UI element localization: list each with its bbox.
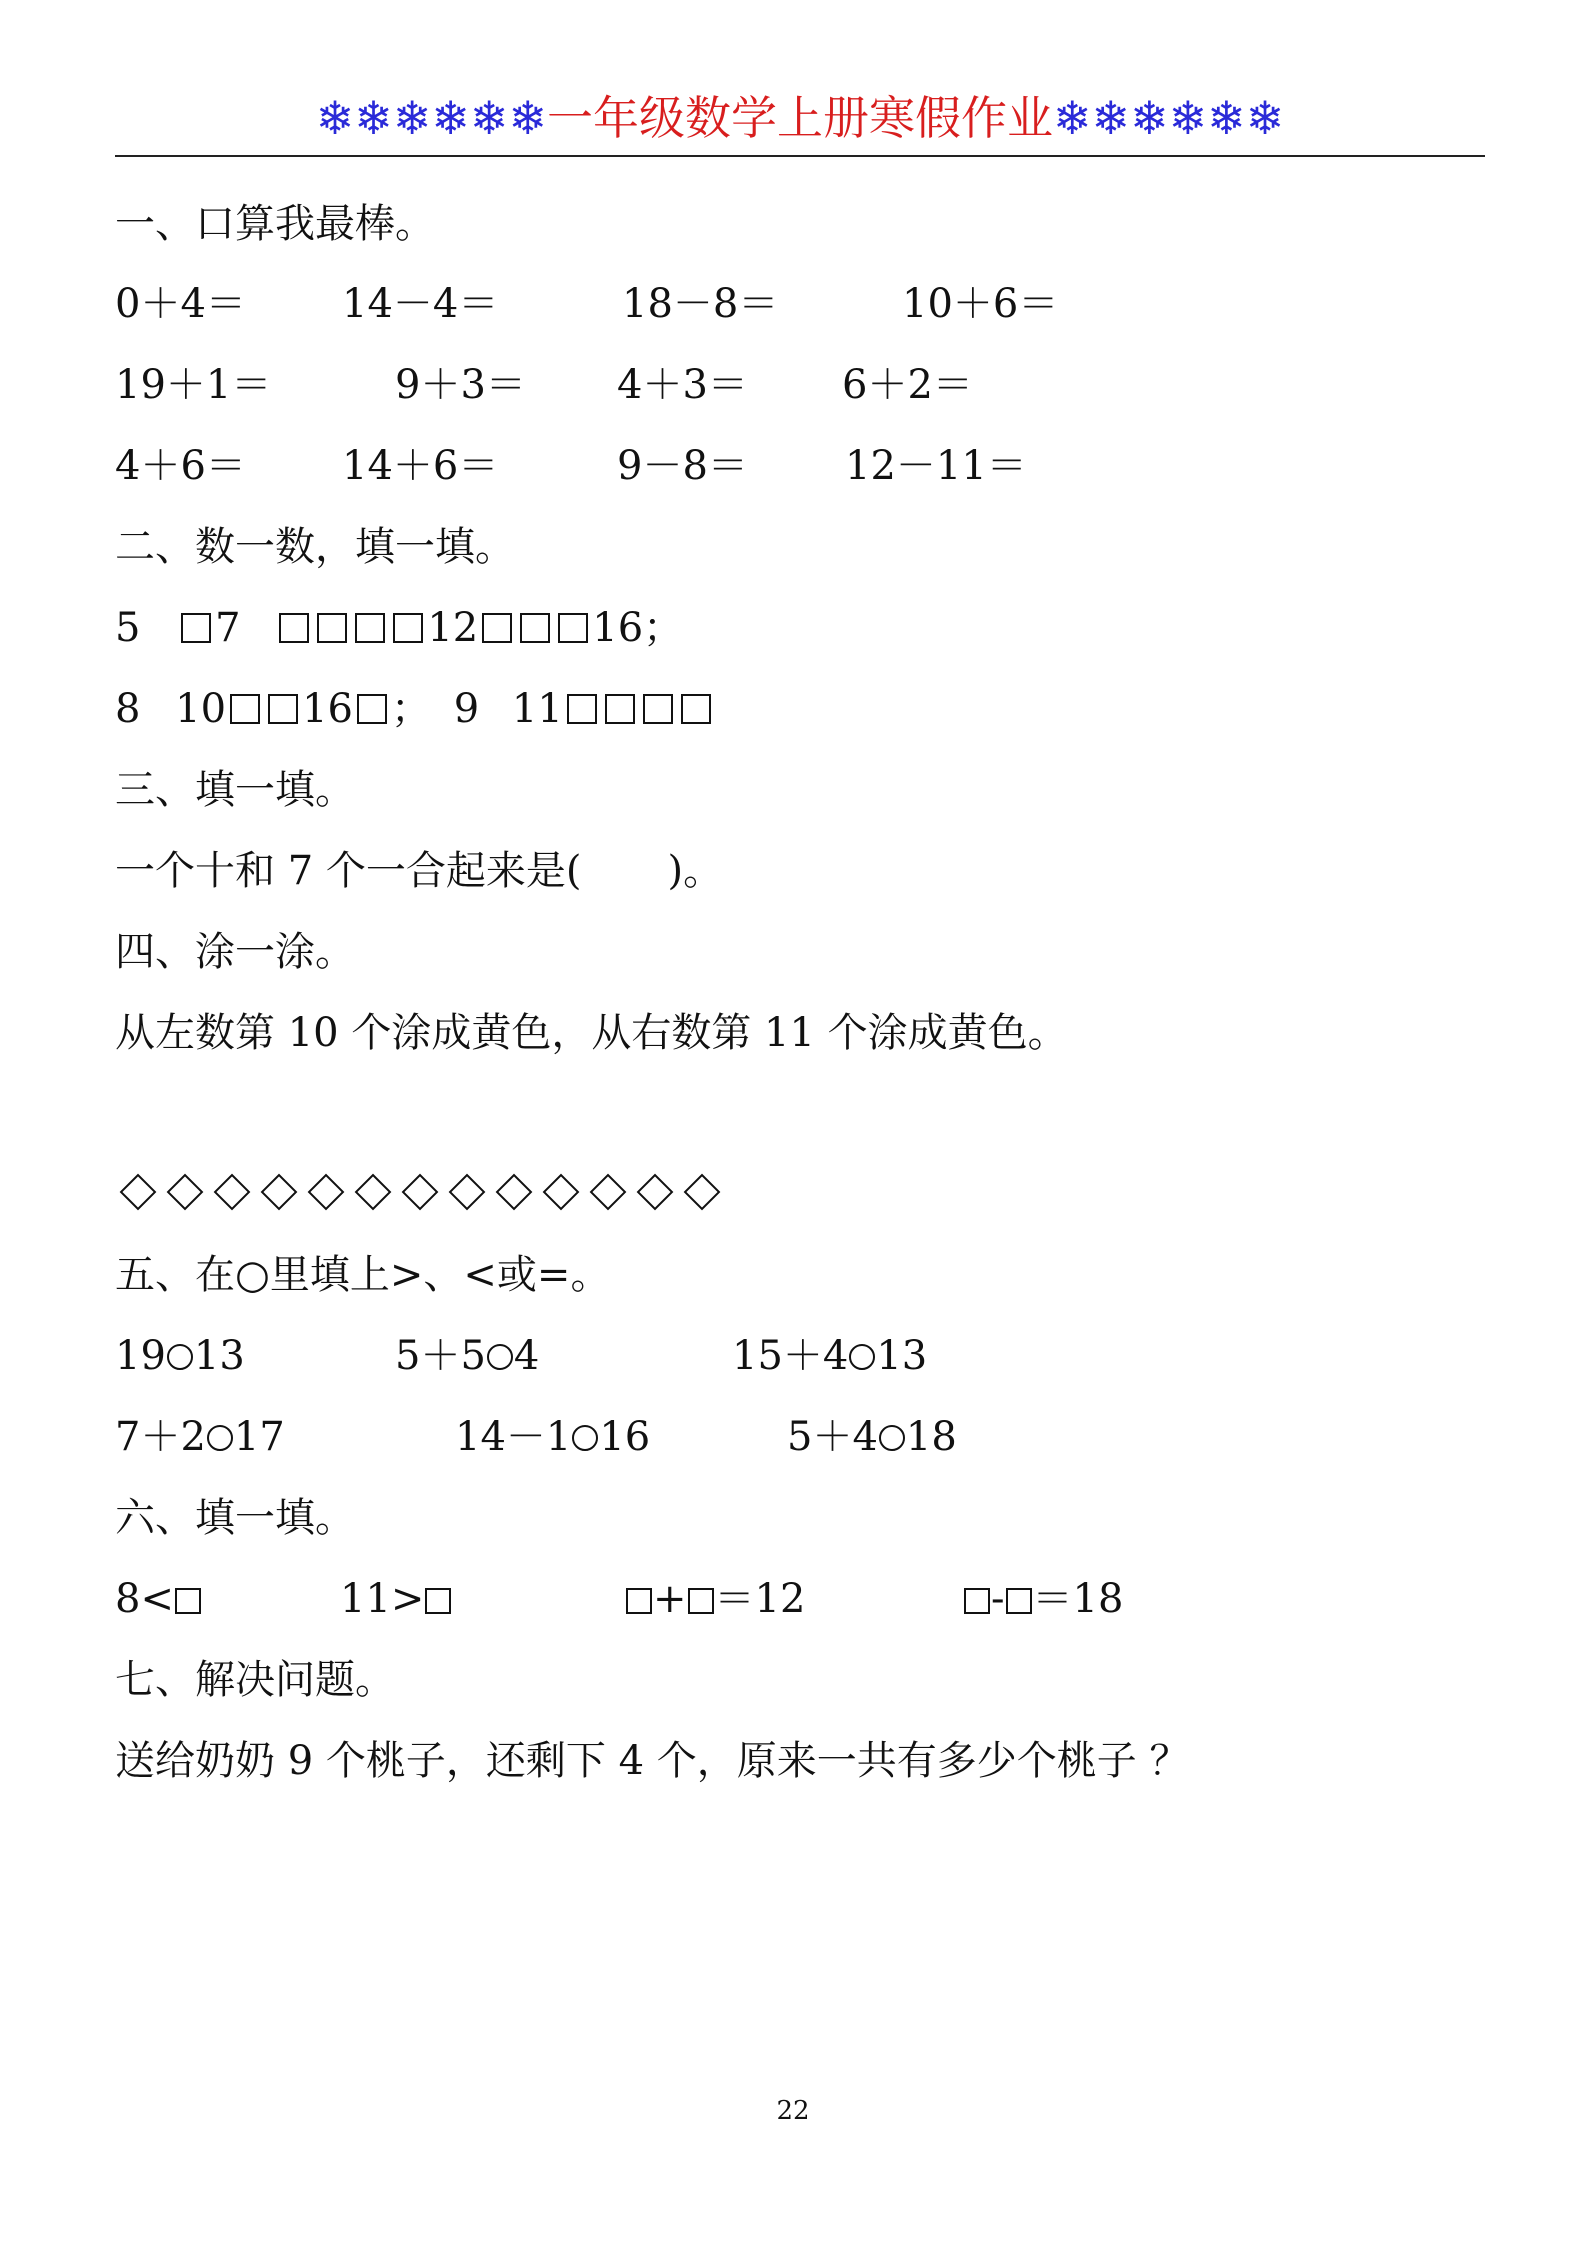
header-divider (115, 155, 1485, 157)
fill-operator: + (653, 1576, 687, 1622)
fill-operator: - (991, 1576, 1005, 1622)
mental-math-item: 12－11＝ (845, 443, 1027, 489)
diamond-shape[interactable] (120, 1174, 157, 1211)
section3-heading: 三、填一填。 (115, 767, 355, 813)
compare-item (455, 1409, 650, 1465)
compare-left: 15＋4 (732, 1333, 849, 1379)
section6-heading: 六、填一填。 (115, 1495, 355, 1541)
compare-circle[interactable] (572, 1425, 598, 1451)
compare-item (395, 1328, 539, 1384)
sentence-suffix: )。 (667, 848, 724, 894)
compare-circle[interactable] (487, 1344, 513, 1370)
compare-right: 4 (513, 1333, 540, 1379)
sequence-number: 11 (511, 686, 563, 732)
compare-right: 18 (905, 1414, 957, 1460)
fill-item (625, 1571, 805, 1627)
mental-math-item: 14＋6＝ (342, 443, 499, 489)
answer-box[interactable] (643, 694, 673, 724)
answer-box[interactable] (357, 694, 387, 724)
section4-heading: 四、涂一涂。 (115, 929, 355, 975)
fill-in-sentence (115, 843, 723, 899)
mental-math-item: 9－8＝ (617, 443, 748, 489)
answer-box[interactable] (558, 613, 588, 643)
answer-box[interactable] (605, 694, 635, 724)
sequence-number: 16； (592, 605, 684, 651)
answer-box[interactable] (964, 1588, 990, 1614)
answer-box[interactable] (317, 613, 347, 643)
worksheet-title: 一年级数学上册寒假作业 (547, 91, 1053, 145)
compare-item (115, 1328, 245, 1384)
answer-box[interactable] (567, 694, 597, 724)
compare-left: 7＋2 (115, 1414, 206, 1460)
mental-math-item: 14－4＝ (342, 281, 499, 327)
compare-left: 19 (115, 1333, 166, 1379)
fill-item (115, 1571, 202, 1627)
compare-left: 5＋4 (787, 1414, 878, 1460)
counting-sequence-row-2 (115, 681, 715, 737)
compare-item (787, 1409, 957, 1465)
sequence-number: 8 (115, 686, 141, 732)
section1-heading: 一、口算我最棒。 (115, 201, 435, 247)
answer-box[interactable] (181, 613, 211, 643)
sequence-number: 16 (302, 686, 353, 732)
answer-box[interactable] (626, 1588, 652, 1614)
section2-heading: 二、数一数，填一填。 (115, 524, 515, 570)
diamond-shape[interactable] (684, 1174, 721, 1211)
compare-right: 13 (193, 1333, 245, 1379)
diamond-shape[interactable] (214, 1174, 251, 1211)
answer-box[interactable] (393, 613, 423, 643)
mental-math-item: 19＋1＝ (115, 362, 272, 408)
compare-left: 5＋5 (395, 1333, 486, 1379)
answer-box[interactable] (425, 1588, 451, 1614)
diamond-shape[interactable] (261, 1174, 298, 1211)
answer-box[interactable] (520, 613, 550, 643)
diamond-shape[interactable] (496, 1174, 533, 1211)
fill-item (340, 1571, 452, 1627)
compare-item (732, 1328, 927, 1384)
answer-box[interactable] (1006, 1588, 1032, 1614)
sequence-number: 7 (215, 605, 241, 651)
answer-box[interactable] (268, 694, 298, 724)
sequence-number: 5 (115, 605, 141, 651)
sequence-number: 9 (453, 686, 480, 732)
mental-math-item: 4＋3＝ (617, 362, 748, 408)
answer-box[interactable] (688, 1588, 714, 1614)
answer-box[interactable] (355, 613, 385, 643)
mental-math-item: 9＋3＝ (395, 362, 526, 408)
compare-right: 13 (876, 1333, 928, 1379)
fill-result: ＝12 (714, 1576, 806, 1622)
compare-circle[interactable] (207, 1425, 233, 1451)
diamond-shape[interactable] (402, 1174, 439, 1211)
coloring-instruction: 从左数第 10 个涂成黄色，从右数第 11 个涂成黄色。 (115, 1010, 1068, 1056)
snowflake-decoration-right: ❄❄❄❄❄❄ (1053, 91, 1285, 145)
diamond-shape[interactable] (637, 1174, 674, 1211)
sentence-prefix: 一个十和 7 个一合起来是( (115, 848, 582, 894)
compare-circle[interactable] (167, 1344, 193, 1370)
answer-box[interactable] (279, 613, 309, 643)
diamond-shape[interactable] (167, 1174, 204, 1211)
diamond-shape[interactable] (355, 1174, 392, 1211)
compare-left: 14－1 (455, 1414, 572, 1460)
sequence-number: 12 (427, 605, 479, 651)
diamond-shape[interactable] (543, 1174, 580, 1211)
mental-math-item: 4＋6＝ (115, 443, 246, 489)
compare-item (115, 1409, 285, 1465)
diamond-row (115, 1166, 726, 1222)
mental-math-item: 6＋2＝ (842, 362, 973, 408)
separator: ； (390, 686, 431, 732)
section7-heading: 七、解决问题。 (115, 1657, 395, 1703)
diamond-shape[interactable] (308, 1174, 345, 1211)
page-number: 22 (776, 2096, 810, 2126)
sequence-number: 10 (175, 686, 227, 732)
compare-circle[interactable] (879, 1425, 905, 1451)
answer-box[interactable] (175, 1588, 201, 1614)
mental-math-item: 10＋6＝ (902, 281, 1059, 327)
fill-result: ＝18 (1032, 1576, 1124, 1622)
compare-right: 17 (233, 1414, 285, 1460)
diamond-shape[interactable] (449, 1174, 486, 1211)
mental-math-item: 18－8＝ (622, 281, 779, 327)
mental-math-item: 0＋4＝ (115, 281, 246, 327)
section5-heading: 五、在○里填上>、<或=。 (115, 1252, 611, 1298)
fill-prefix: 11> (340, 1576, 425, 1622)
counting-sequence-row-1 (115, 600, 683, 656)
answer-box[interactable] (230, 694, 260, 724)
fill-prefix: 8< (115, 1576, 174, 1622)
word-problem: 送给奶奶 9 个桃子，还剩下 4 个，原来一共有多少个桃子 ？ (115, 1738, 1190, 1784)
answer-box[interactable] (482, 613, 512, 643)
compare-circle[interactable] (849, 1344, 875, 1370)
fill-item (963, 1571, 1123, 1627)
diamond-shape[interactable] (590, 1174, 627, 1211)
worksheet-header (115, 82, 1485, 154)
snowflake-decoration-left: ❄❄❄❄❄❄ (315, 91, 547, 145)
compare-right: 16 (599, 1414, 651, 1460)
answer-box[interactable] (681, 694, 711, 724)
